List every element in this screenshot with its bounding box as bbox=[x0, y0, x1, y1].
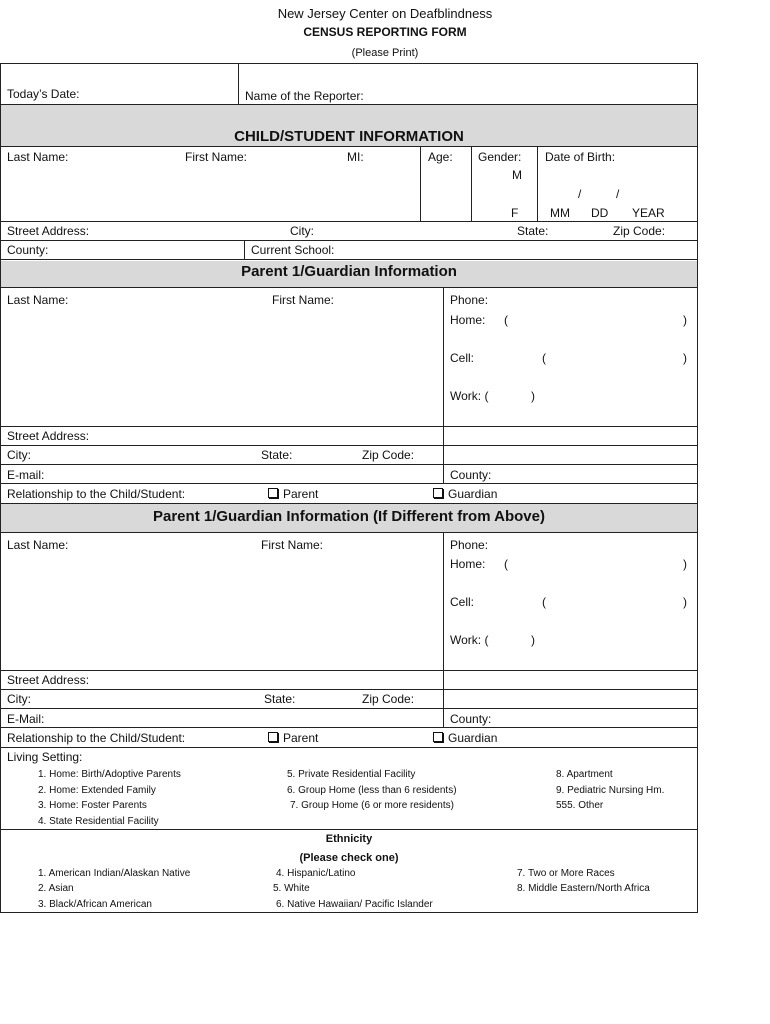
living-option[interactable]: 9. Pediatric Nursing Hm. bbox=[556, 785, 665, 796]
p1-guardian-checkbox[interactable] bbox=[433, 487, 497, 501]
p1-email-field[interactable]: E-mail: bbox=[7, 468, 45, 482]
p1-first-name-field[interactable]: First Name: bbox=[272, 293, 335, 307]
rule bbox=[0, 464, 698, 465]
rule bbox=[0, 829, 698, 830]
dob-month-field[interactable]: MM bbox=[550, 206, 570, 220]
living-option[interactable]: 5. Private Residential Facility bbox=[287, 769, 416, 780]
child-street-field[interactable]: Street Address: bbox=[7, 224, 90, 238]
living-option[interactable]: 8. Apartment bbox=[556, 769, 613, 780]
ethnicity-heading: Ethnicity bbox=[325, 833, 373, 845]
ethnicity-option[interactable]: 2. Asian bbox=[38, 883, 74, 894]
rule bbox=[697, 63, 698, 913]
p1-parent-label: Parent bbox=[283, 487, 319, 501]
ethnicity-option[interactable]: 1. American Indian/Alaskan Native bbox=[38, 868, 191, 879]
p2-cell-paren: ) bbox=[683, 595, 687, 609]
dob-year-field[interactable]: YEAR bbox=[632, 206, 665, 220]
rule bbox=[0, 104, 698, 105]
child-last-name-field[interactable]: Last Name: bbox=[7, 150, 69, 164]
living-option[interactable]: 7. Group Home (6 or more residents) bbox=[290, 800, 454, 811]
form-subtitle: (Please Print) bbox=[351, 47, 419, 59]
rule bbox=[0, 912, 698, 913]
child-mi-field[interactable]: MI: bbox=[347, 150, 364, 164]
ethnicity-option[interactable]: 4. Hispanic/Latino bbox=[276, 868, 356, 879]
rule bbox=[0, 708, 698, 709]
rule bbox=[537, 146, 538, 222]
child-dob-label: Date of Birth: bbox=[545, 150, 616, 164]
p2-first-name-field[interactable]: First Name: bbox=[261, 538, 324, 552]
p1-home-paren: ( bbox=[504, 313, 508, 327]
rule bbox=[0, 259, 698, 260]
p2-phone-label: Phone: bbox=[450, 538, 489, 552]
rule bbox=[420, 146, 421, 222]
p2-street-field[interactable]: Street Address: bbox=[7, 673, 90, 687]
p2-home-paren: ) bbox=[683, 557, 687, 571]
rule bbox=[0, 146, 698, 147]
child-first-name-field[interactable]: First Name: bbox=[185, 150, 248, 164]
rule bbox=[0, 63, 1, 913]
p1-county-field[interactable]: County: bbox=[450, 468, 492, 482]
p1-last-name-field[interactable]: Last Name: bbox=[7, 293, 69, 307]
p2-cell-phone-label: Cell: bbox=[450, 595, 475, 609]
todays-date-field[interactable]: Today’s Date: bbox=[7, 87, 80, 101]
child-zip-field[interactable]: Zip Code: bbox=[613, 224, 666, 238]
p2-zip-field[interactable]: Zip Code: bbox=[362, 692, 415, 706]
p1-state-field[interactable]: State: bbox=[261, 448, 293, 462]
rule bbox=[0, 532, 698, 533]
p1-cell-paren: ) bbox=[683, 351, 687, 365]
living-option[interactable]: 555. Other bbox=[556, 800, 604, 811]
rule bbox=[244, 240, 245, 260]
ethnicity-option[interactable]: 7. Two or More Races bbox=[517, 868, 615, 879]
p1-zip-field[interactable]: Zip Code: bbox=[362, 448, 415, 462]
rule bbox=[0, 483, 698, 484]
p2-cell-paren: ( bbox=[542, 595, 546, 609]
child-school-field[interactable]: Current School: bbox=[251, 243, 335, 257]
p1-cell-paren: ( bbox=[542, 351, 546, 365]
p2-home-paren: ( bbox=[504, 557, 508, 571]
p2-work-phone-label: Work: ( bbox=[450, 633, 489, 647]
p1-home-phone-label: Home: bbox=[450, 313, 486, 327]
living-option[interactable]: 1. Home: Birth/Adoptive Parents bbox=[38, 769, 181, 780]
living-setting-label: Living Setting: bbox=[7, 750, 83, 764]
org-name: New Jersey Center on Deafblindness bbox=[277, 6, 493, 21]
rule bbox=[0, 689, 698, 690]
p2-county-field[interactable]: County: bbox=[450, 712, 492, 726]
p1-cell-phone-label: Cell: bbox=[450, 351, 475, 365]
p1-guardian-label: Guardian bbox=[448, 487, 498, 501]
p1-parent-checkbox[interactable] bbox=[268, 487, 318, 501]
p2-email-field[interactable]: E-Mail: bbox=[7, 712, 45, 726]
checkbox-icon bbox=[268, 732, 278, 742]
living-option[interactable]: 2. Home: Extended Family bbox=[38, 785, 156, 796]
p2-guardian-label: Guardian bbox=[448, 731, 498, 745]
living-option[interactable]: 4. State Residential Facility bbox=[38, 816, 159, 827]
rule bbox=[0, 221, 698, 222]
rule bbox=[0, 747, 698, 748]
rule bbox=[238, 63, 239, 105]
living-option[interactable]: 3. Home: Foster Parents bbox=[38, 800, 147, 811]
p1-work-phone-label: Work: ( bbox=[450, 389, 489, 403]
parent2-section-heading: Parent 1/Guardian Information (If Different from Above) bbox=[153, 508, 545, 525]
p1-street-field[interactable]: Street Address: bbox=[7, 429, 90, 443]
rule bbox=[443, 532, 444, 728]
form-title: CENSUS REPORTING FORM bbox=[303, 25, 467, 39]
rule bbox=[0, 240, 698, 241]
p2-home-phone-label: Home: bbox=[450, 557, 486, 571]
child-section-heading: CHILD/STUDENT INFORMATION bbox=[234, 128, 464, 145]
p1-work-paren: ) bbox=[531, 389, 535, 403]
rule bbox=[0, 445, 698, 446]
ethnicity-instruction: (Please check one) bbox=[299, 852, 399, 864]
checkbox-icon bbox=[433, 488, 443, 498]
child-gender-label: Gender: bbox=[478, 150, 522, 164]
rule bbox=[0, 287, 698, 288]
dob-slash: / bbox=[616, 187, 620, 201]
rule bbox=[0, 670, 698, 671]
dob-slash: / bbox=[578, 187, 582, 201]
rule bbox=[0, 503, 698, 504]
p2-relationship-label: Relationship to the Child/Student: bbox=[7, 731, 186, 745]
ethnicity-option[interactable]: 5. White bbox=[273, 883, 310, 894]
dob-day-field[interactable]: DD bbox=[591, 206, 609, 220]
checkbox-icon bbox=[433, 732, 443, 742]
gender-option-m[interactable]: M bbox=[512, 168, 522, 182]
p1-phone-label: Phone: bbox=[450, 293, 489, 307]
child-state-field[interactable]: State: bbox=[517, 224, 549, 238]
ethnicity-option[interactable]: 6. Native Hawaiian/ Pacific Islander bbox=[276, 899, 433, 910]
p2-parent-label: Parent bbox=[283, 731, 319, 745]
ethnicity-option[interactable]: 8. Middle Eastern/North Africa bbox=[517, 883, 650, 894]
p1-home-paren: ) bbox=[683, 313, 687, 327]
p2-guardian-checkbox[interactable] bbox=[433, 731, 497, 745]
child-age-field[interactable]: Age: bbox=[428, 150, 453, 164]
p1-city-field[interactable]: City: bbox=[7, 448, 31, 462]
living-option[interactable]: 6. Group Home (less than 6 residents) bbox=[287, 785, 457, 796]
p2-state-field[interactable]: State: bbox=[264, 692, 296, 706]
p1-relationship-label: Relationship to the Child/Student: bbox=[7, 487, 186, 501]
p2-last-name-field[interactable]: Last Name: bbox=[7, 538, 69, 552]
child-county-field[interactable]: County: bbox=[7, 243, 49, 257]
checkbox-icon bbox=[268, 488, 278, 498]
p2-parent-checkbox[interactable] bbox=[268, 731, 318, 745]
p2-city-field[interactable]: City: bbox=[7, 692, 31, 706]
gender-option-f[interactable]: F bbox=[511, 206, 519, 220]
rule bbox=[0, 63, 698, 64]
rule bbox=[443, 287, 444, 484]
rule bbox=[471, 146, 472, 222]
reporter-name-field[interactable]: Name of the Reporter: bbox=[245, 89, 364, 103]
parent1-section-heading: Parent 1/Guardian Information bbox=[241, 263, 457, 280]
p2-work-paren: ) bbox=[531, 633, 535, 647]
rule bbox=[0, 426, 698, 427]
child-city-field[interactable]: City: bbox=[290, 224, 314, 238]
ethnicity-option[interactable]: 3. Black/African American bbox=[38, 899, 152, 910]
rule bbox=[0, 727, 698, 728]
